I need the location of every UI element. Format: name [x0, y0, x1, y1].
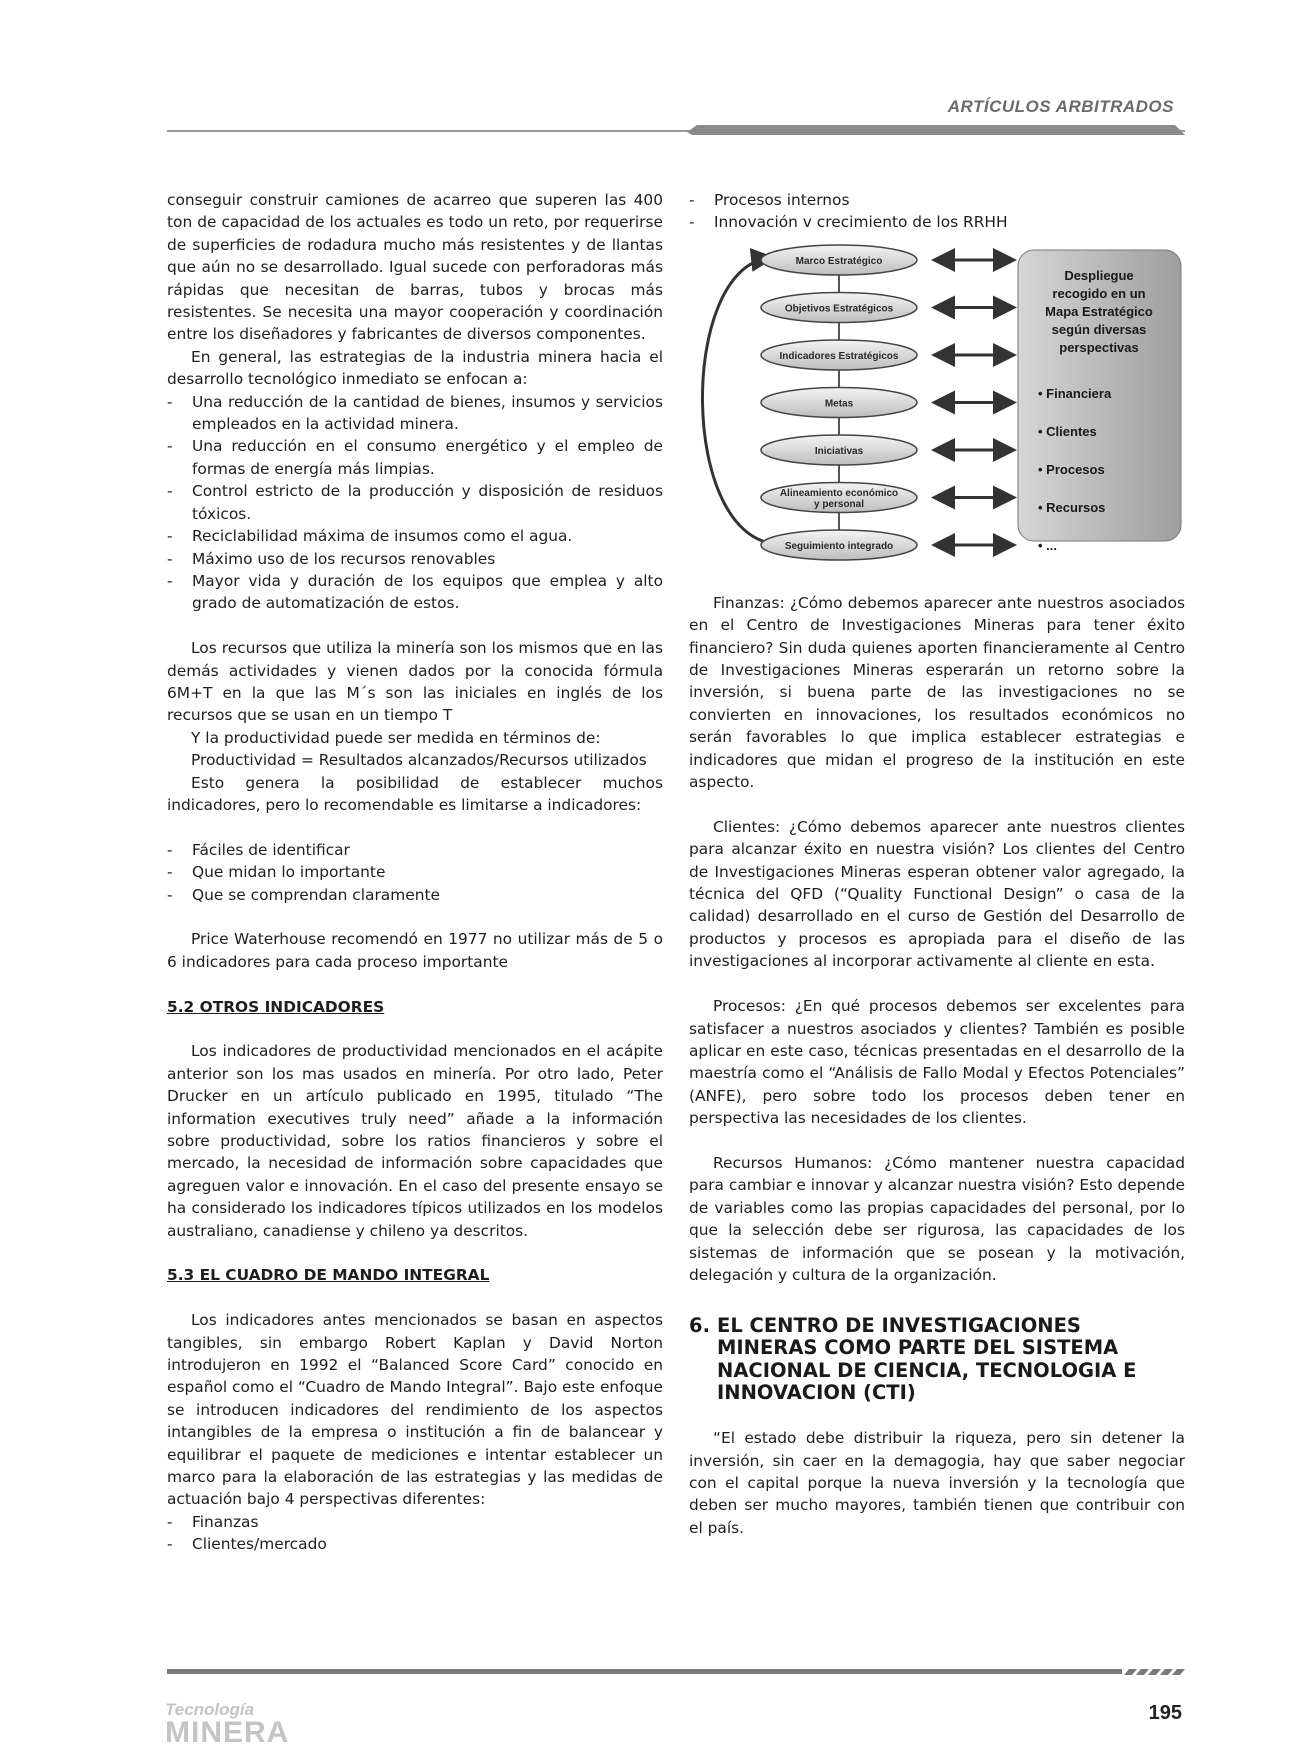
svg-text:MINERA: MINERA — [165, 1716, 290, 1747]
list-item: - Innovación v crecimiento de los RRHH — [689, 213, 1008, 232]
paragraph: Los indicadores antes mencionados se basan en aspectos tangibles, sin embargo Robert Kaplan y David Norton introdujeron en 1992 el “Balanced Score Card” conocido en español como el “Cuadro de Mando Integral”. Bajo este enfoque se introducen indicadores del rendimiento de los aspectos intangibles de la empresa o institución a fin de balancear y equilibrar el paquete de mediciones e intentar establecer un marco para la elaboración de las estrategias y las medidas de actuación bajo 4 perspectivas diferentes: — [167, 1311, 663, 1509]
paragraph: Esto genera la posibilidad de establecer muchos indicadores, pero lo recomendable es limitarse a indicadores: — [167, 773, 663, 814]
svg-text:Tecnología: Tecnología — [165, 1700, 255, 1719]
ellipse-label: y personal — [813, 498, 865, 510]
footer-rule — [167, 1668, 1185, 1676]
list-item: - Fáciles de identificar — [167, 840, 350, 859]
formula-paragraph: Productividad = Resultados alcanzados/Recursos utilizados — [191, 751, 647, 770]
ellipse-label: Metas — [824, 398, 854, 410]
paragraph-finanzas: Finanzas: ¿Cómo debemos aparecer ante nuestros asociados en el Centro de Investigaciones Mineras para tener éxito financiero? Sin duda quienes aporten financieramente al Centro de Investigaciones Mineras esperarán un retorno sobre la inversión, si buena parte de las investigaciones no se convierten en innovaciones, los resultados económicos no serán favorables lo que implica establecer estrategias e indicadores que midan el progreso de la institución en este aspecto. — [689, 593, 1185, 792]
list-item: - Mayor vida y duración de los equipos que emplea y alto grado de automatización de estos. — [167, 571, 663, 613]
ellipse-label: Marco Estratégico — [795, 255, 883, 267]
header-rule — [167, 125, 1185, 135]
paragraph-recursos-humanos: Recursos Humanos: ¿Cómo mantener nuestra capacidad para cambiar e innovar y alcanzar nuestra visión? Esto depende de variables como las propias capacidades del personal, por lo que la selección debe ser rigurosa, las capacidades de los sistemas de información que se posean y la motivación, delegación y cultura de la organización. — [689, 1153, 1185, 1284]
list-item: - Clientes/mercado — [167, 1535, 327, 1554]
list-item: - Una reducción en el consumo energético y el empleo de formas de energía más limpias. — [167, 437, 663, 478]
paragraph-clientes: Clientes: ¿Cómo debemos aparecer ante nuestros clientes para alcanzar éxito en nuestra visión? Los clientes del Centro de Investigaciones Mineras esperan obtener valor agregado, la técnica del QFD (“Quality Functional Design” o casa de la calidad) desarrollado en el curso de Gestión del Desarrollo de productos y procesos es apropiada para el diseño de las investigaciones al incorporar activamente al cliente en esta. — [689, 817, 1185, 971]
box-title-line: Despliegue — [1064, 267, 1134, 283]
box-title-line: Mapa Estratégico — [1045, 303, 1153, 319]
paragraph: En general, las estrategias de la industria minera hacia el desarrollo tecnológico inmediato se enfocan a: — [167, 347, 663, 389]
ellipse-label: Indicadores Estratégicos — [779, 350, 899, 362]
box-perspective-item: • Financiera — [1038, 385, 1112, 401]
section-title: EL CENTRO DE INVESTIGACIONES MINERAS COMO PARTE DEL SISTEMA NACIONAL DE CIENCIA, TECNOLOGIA E INNOVACION (CTI) — [717, 1313, 1137, 1405]
section-heading: 5.3 EL CUADRO DE MANDO INTEGRAL — [167, 1266, 490, 1285]
connector-arrows — [937, 260, 1011, 545]
list-item: - Una reducción de la cantidad de bienes, insumos y servicios empleados en la actividad minera. — [167, 392, 663, 434]
paragraph: Los indicadores de productividad mencionados en el acápite anterior son los mas usados en minería. Por otro lado, Peter Drucker en un artículo publicado en 1995, titulado “The information executives truly need” añade a la información sobre productividad, sobre los ratios financieros y sobre el mercado, la necesidad de información sobre capacidades que agreguen valor e innovación. En el caso del presente ensayo se ha considerado los indicadores típicos utilizados en los modelos australiano, canadiense y chileno ya descritos. — [167, 1042, 663, 1240]
ellipse-stack — [761, 245, 917, 560]
list-item: - Procesos internos — [689, 191, 850, 209]
ellipse-label: Objetivos Estratégicos — [784, 303, 894, 315]
paragraph: conseguir construir camiones de acarreo que superen las 400 ton de capacidad de los actuales es todo un reto, por requerirse de superficies de rodadura mucho más resistentes y de llantas que aún no se desarrollado. Igual sucede con perforadoras más rápidas que necesitan de barras, tubos y brocas más resistentes. Se necesita una mayor cooperación y coordinación entre los diseñadores y fabricantes de diversos componentes. — [167, 191, 663, 344]
bullet-list-indicators — [167, 839, 663, 906]
box-title-line: recogido en un — [1052, 285, 1146, 301]
list-item: - Que se comprendan claramente — [167, 885, 440, 904]
running-header: ARTÍCULOS ARBITRADOS — [947, 97, 1174, 116]
box-title-line: según diversas — [1051, 321, 1147, 337]
paragraph: Los recursos que utiliza la minería son los mismos que en las demás actividades y vienen dados por la conocida fórmula 6M+T en la que las M´s son las iniciales en inglés de los recursos que se usan en un tiempo T — [167, 639, 663, 725]
paragraph-quote: “El estado debe distribuir la riqueza, pero sin detener la inversión, sin caer en la demagogia, hay que saber negociar con el capital porque la nueva inversión y la tecnología que deben ser mucho mayores, también tienen que contribuir con el país. — [689, 1429, 1185, 1537]
ellipse-label: Seguimiento integrado — [784, 540, 894, 552]
section-heading: 5.2 OTROS INDICADORES — [167, 997, 385, 1016]
section-6-heading — [689, 1315, 1185, 1405]
box-perspective-item: • Clientes — [1038, 423, 1097, 439]
box-perspective-item: • Recursos — [1038, 499, 1106, 515]
list-item: - Finanzas — [167, 1512, 259, 1531]
left-column — [167, 189, 663, 1556]
page-number: 195 — [1148, 1702, 1182, 1724]
bullet-list-perspectives — [167, 1511, 663, 1556]
list-item: - Reciclabilidad máxima de insumos como el agua. — [167, 527, 573, 546]
box-perspective-item: • Procesos — [1038, 461, 1105, 477]
paragraph: Price Waterhouse recomendó en 1977 no utilizar más de 5 o 6 indicadores para cada proceso importante — [167, 930, 663, 971]
ellipse-label: Iniciativas — [814, 445, 864, 457]
paragraph-procesos: Procesos: ¿En qué procesos debemos ser excelentes para satisfacer a nuestros asociados y clientes? También es posible aplicar en este caso, técnicas presentadas en el desarrollo de la maestría como el “Análisis de Fallo Modal y Efectos Potenciales” (ANFE), pero sobre todo los procesos deben tener en perspectiva las necesidades de los clientes. — [689, 997, 1185, 1128]
strategy-map-diagram — [689, 238, 1185, 578]
right-column — [689, 189, 1185, 1539]
list-item: - Que midan lo importante — [167, 863, 386, 882]
list-item: - Control estricto de la producción y disposición de residuos tóxicos. — [167, 482, 663, 523]
paragraph: Y la productividad puede ser medida en términos de: — [191, 728, 601, 747]
box-perspective-item: • ... — [1038, 537, 1057, 553]
ellipse-label: Alineamiento económico — [779, 487, 899, 499]
tecnologia-minera-logo — [163, 1697, 333, 1747]
section-number: 6. — [689, 1313, 710, 1337]
bullet-list-strategies — [167, 391, 663, 615]
box-title-line: perspectivas — [1059, 339, 1139, 355]
list-item: - Máximo uso de los recursos renovables — [167, 549, 496, 568]
